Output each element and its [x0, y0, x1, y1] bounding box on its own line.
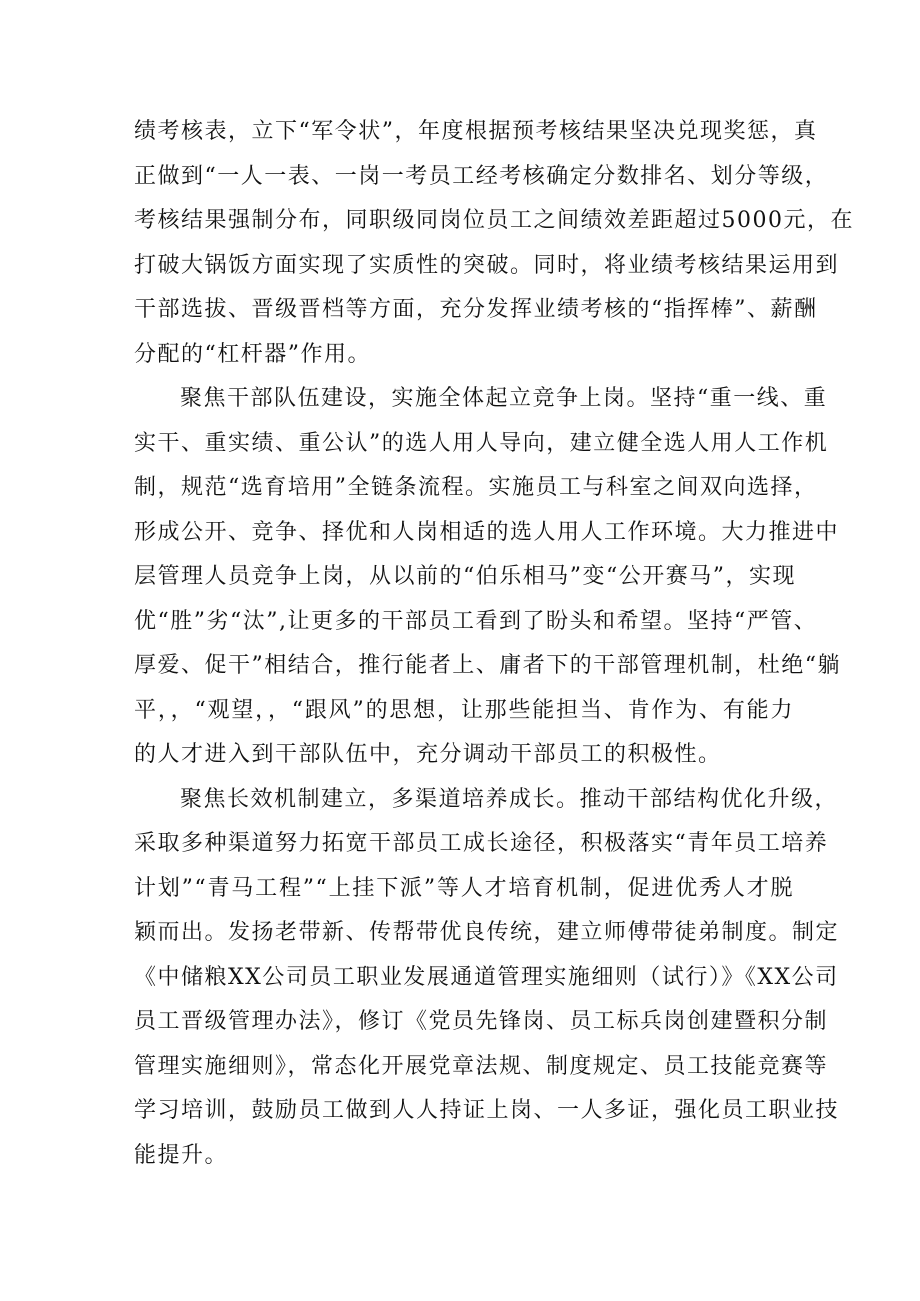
text-line: 制，规范“选育培用”全链条流程。实施员工与科室之间双向选择，	[134, 475, 818, 500]
text-line: 颖而出。发扬老带新、传帮带优良传统，建立师傅带徒弟制度。制定	[134, 920, 840, 945]
text-line: 《中储粮XX公司员工职业发展通道管理实施细则（试行）》《XX公司	[134, 964, 839, 990]
text-line: 打破大锅饭方面实现了实质性的突破。同时，将业绩考核结果运用到	[134, 252, 840, 278]
text-line: 实干、重实绩、重公认”的选人用人导向，建立健全选人用人工作机	[134, 430, 829, 456]
text-line: 干部选拔、晋级晋档等方面，充分发挥业绩考核的“指挥棒”、薪酬	[134, 297, 818, 322]
text-line: 聚焦长效机制建立，多渠道培养成长。推动干部结构优化升级，	[180, 786, 839, 812]
paragraph-2	[134, 377, 841, 778]
text-line: 管理实施细则》，常态化开展党章法规、制度规定、员工技能竞赛等	[134, 1053, 829, 1079]
text-line: 考核结果强制分布，同职级同岗位员工之间绩效差距超过5000元，在	[134, 208, 854, 233]
text-line: 分配的“杠杆器”作用。	[134, 341, 371, 367]
text-line: 层管理人员竞争上岗，从以前的“伯乐相马”变“公开赛马”，实现	[134, 564, 796, 589]
text-line: 平，，“观望，，“跟风”的思想，让那些能担当、肯作为、有能力	[134, 697, 794, 723]
text-line: 优“胜”劣“汰”,让更多的干部员工看到了盼头和希望。坚持“严管、	[134, 608, 818, 634]
text-line: 员工晋级管理办法》，修订《党员先锋岗、员工标兵岗创建暨积分制	[134, 1009, 829, 1034]
text-line: 能提升。	[134, 1142, 229, 1168]
text-line: 正做到“一人一表、一岗一考员工经考核确定分数排名、划分等级，	[134, 163, 829, 189]
text-line: 聚焦干部队伍建设，实施全体起立竞争上岗。坚持“重一线、重	[180, 386, 828, 411]
text-line: 厚爱、促干”相结合，推行能者上、庸者下的干部管理机制，杜绝“躺	[134, 653, 841, 678]
text-line: 形成公开、竞争、择优和人岗相适的选人用人工作环境。大力推进中	[134, 519, 840, 545]
text-line: 采取多种渠道努力拓宽干部员工成长途径，积极落实“青年员工培养	[134, 831, 829, 856]
text-line: 绩考核表，立下“军令状”，年度根据预考核结果坚决兑现奖惩，真	[134, 119, 818, 144]
paragraph-1	[134, 110, 854, 377]
text-line: 的人才进入到干部队伍中，充分调动干部员工的积极性。	[134, 742, 722, 767]
paragraph-3	[134, 778, 840, 1179]
document-body	[134, 110, 854, 1178]
text-line: 计划”“青马工程”“上挂下派”等人才培育机制，促进优秀人才脱	[134, 875, 794, 901]
text-line: 学习培训，鼓励员工做到人人持证上岗、一人多证，强化员工职业技	[134, 1098, 840, 1123]
